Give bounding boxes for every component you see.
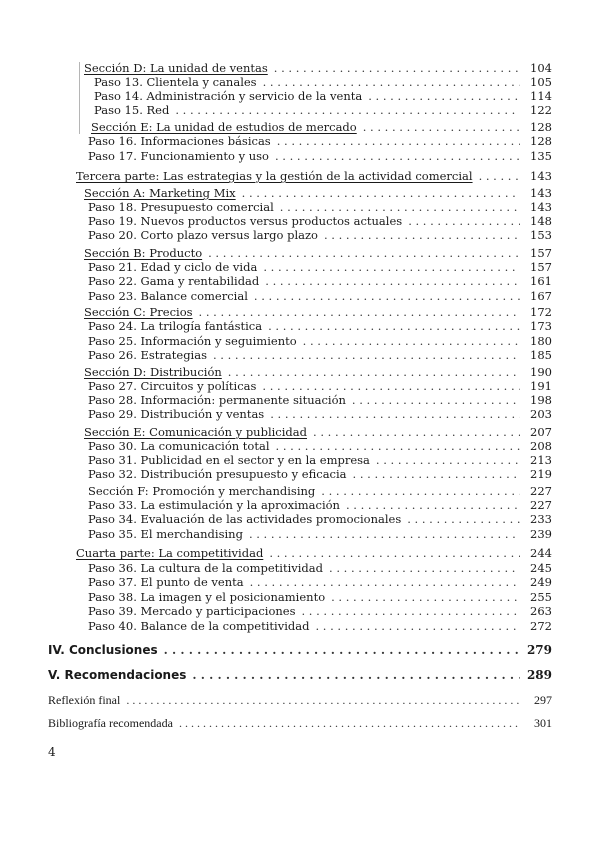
dot-leader bbox=[313, 425, 520, 439]
toc-entry bbox=[88, 379, 552, 393]
dot-leader bbox=[192, 668, 520, 682]
toc-entry bbox=[88, 393, 552, 407]
toc-entry-title: V. Recomendaciones bbox=[48, 668, 187, 682]
toc-entry-title: Sección D: La unidad de ventas bbox=[84, 61, 268, 75]
dot-leader bbox=[315, 619, 520, 633]
dot-leader bbox=[275, 149, 520, 163]
toc-entry-title: IV. Conclusiones bbox=[48, 643, 158, 657]
toc-entry bbox=[88, 228, 552, 242]
toc-entry-page: 148 bbox=[530, 214, 552, 228]
dot-leader bbox=[242, 186, 520, 200]
toc-entry bbox=[88, 149, 552, 163]
toc-entry-page: 114 bbox=[530, 89, 552, 103]
toc-entry-page: 128 bbox=[530, 134, 552, 148]
toc-entry bbox=[94, 103, 552, 117]
toc-entry bbox=[88, 561, 552, 575]
toc-entry-page: 128 bbox=[530, 120, 552, 134]
toc-entry-title: Paso 14. Administración y servicio de la venta bbox=[94, 89, 363, 103]
toc-entry bbox=[88, 604, 552, 618]
toc-entry-page: 219 bbox=[530, 467, 552, 481]
toc-entry-page: 122 bbox=[530, 103, 552, 117]
dot-leader bbox=[408, 214, 520, 228]
margin-rule bbox=[79, 62, 80, 134]
toc-entry bbox=[88, 274, 552, 288]
dot-leader bbox=[363, 120, 520, 134]
dot-leader bbox=[346, 498, 520, 512]
toc-entry bbox=[88, 289, 552, 303]
toc-entry bbox=[88, 467, 552, 481]
toc-entry-page: 203 bbox=[530, 407, 552, 421]
toc-entry bbox=[88, 453, 552, 467]
dot-leader bbox=[353, 467, 520, 481]
toc-entry bbox=[94, 75, 552, 89]
toc-entry-page: 245 bbox=[530, 561, 552, 575]
dot-leader bbox=[208, 246, 520, 260]
toc-entry-page: 244 bbox=[530, 546, 552, 560]
dot-leader bbox=[262, 379, 520, 393]
toc-entry-title: Paso 16. Informaciones básicas bbox=[88, 134, 271, 148]
dot-leader bbox=[303, 334, 520, 348]
toc-entry-title: Paso 36. La cultura de la competitividad bbox=[88, 561, 324, 575]
toc-entry bbox=[88, 439, 552, 453]
toc-entry bbox=[88, 575, 552, 589]
toc-entry-title: Paso 31. Publicidad en el sector y en la empresa bbox=[88, 453, 370, 467]
toc-entry-page: 167 bbox=[530, 289, 552, 303]
toc-entry-page: 191 bbox=[530, 379, 552, 393]
dot-leader bbox=[199, 305, 520, 319]
toc-entry bbox=[48, 716, 552, 730]
toc-entry-title: Paso 35. El merchandising bbox=[88, 527, 243, 541]
dot-leader bbox=[368, 89, 520, 103]
toc-entry bbox=[88, 407, 552, 421]
toc-entry-title: Sección A: Marketing Mix bbox=[84, 186, 236, 200]
toc-entry-title: Paso 34. Evaluación de las actividades promocionales bbox=[88, 512, 402, 526]
toc-entry-title: Paso 29. Distribución y ventas bbox=[88, 407, 265, 421]
toc-entry bbox=[88, 334, 552, 348]
toc-entry-title: Paso 21. Edad y ciclo de vida bbox=[88, 260, 258, 274]
dot-leader bbox=[250, 575, 520, 589]
toc-entry-page: 272 bbox=[530, 619, 552, 633]
toc-entry-title: Sección C: Precios bbox=[84, 305, 193, 319]
toc-entry-page: 297 bbox=[534, 693, 552, 707]
toc-entry-page: 255 bbox=[530, 590, 552, 604]
toc-entry-title: Paso 32. Distribución presupuesto y eficacia bbox=[88, 467, 347, 481]
dot-leader bbox=[479, 169, 520, 183]
toc-entry-page: 227 bbox=[530, 484, 552, 498]
dot-leader bbox=[254, 289, 520, 303]
toc-entry-page: 104 bbox=[530, 61, 552, 75]
toc-entry-page: 143 bbox=[530, 186, 552, 200]
toc-entry bbox=[88, 319, 552, 333]
toc-entry-page: 279 bbox=[526, 643, 552, 657]
dot-leader bbox=[270, 407, 520, 421]
toc-entry bbox=[88, 260, 552, 274]
toc-entry bbox=[84, 61, 552, 75]
toc-entry bbox=[88, 134, 552, 148]
toc-entry-title: Tercera parte: Las estrategias y la gestión de la actividad comercial bbox=[76, 169, 473, 183]
toc-entry-page: 213 bbox=[530, 453, 552, 467]
toc-entry bbox=[88, 590, 552, 604]
toc-entry-title: Sección E: Comunicación y publicidad bbox=[84, 425, 308, 439]
toc-entry-title: Paso 15. Red bbox=[94, 103, 170, 117]
toc-entry bbox=[84, 186, 552, 200]
toc-entry-page: 190 bbox=[530, 365, 552, 379]
toc-entry bbox=[88, 498, 552, 512]
toc-entry bbox=[84, 365, 552, 379]
toc-entry bbox=[88, 512, 552, 526]
dot-leader bbox=[126, 693, 520, 707]
toc-entry bbox=[88, 348, 552, 362]
toc-entry-title: Paso 26. Estrategias bbox=[88, 348, 207, 362]
toc-entry-page: 143 bbox=[530, 200, 552, 214]
dot-leader bbox=[276, 439, 520, 453]
toc-entry-page: 143 bbox=[530, 169, 552, 183]
toc-entry-title: Paso 30. La comunicación total bbox=[88, 439, 270, 453]
toc-entry-page: 263 bbox=[530, 604, 552, 618]
toc-entry-title: Paso 20. Corto plazo versus largo plazo bbox=[88, 228, 318, 242]
toc-entry-title: Paso 22. Gama y rentabilidad bbox=[88, 274, 260, 288]
toc-entry-title: Paso 17. Funcionamiento y uso bbox=[88, 149, 269, 163]
toc-entry bbox=[48, 668, 552, 682]
toc-entry-page: 153 bbox=[530, 228, 552, 242]
toc-entry-page: 161 bbox=[530, 274, 552, 288]
toc-entry bbox=[84, 305, 552, 319]
toc-entry-title: Paso 39. Mercado y participaciones bbox=[88, 604, 296, 618]
toc-entry bbox=[84, 246, 552, 260]
toc-entry-title: Paso 33. La estimulación y la aproximación bbox=[88, 498, 340, 512]
toc-entry-page: 207 bbox=[530, 425, 552, 439]
toc-entry-title: Reflexión final bbox=[48, 693, 121, 707]
dot-leader bbox=[274, 61, 520, 75]
toc-entry-page: 198 bbox=[530, 393, 552, 407]
toc-entry-title: Paso 19. Nuevos productos versus productos actuales bbox=[88, 214, 403, 228]
dot-leader bbox=[280, 200, 520, 214]
toc-entry bbox=[88, 200, 552, 214]
dot-leader bbox=[263, 260, 520, 274]
toc-entry-page: 157 bbox=[530, 246, 552, 260]
toc-entry-title: Paso 25. Información y seguimiento bbox=[88, 334, 297, 348]
dot-leader bbox=[228, 365, 520, 379]
toc-entry-page: 208 bbox=[530, 439, 552, 453]
toc-entry-page: 185 bbox=[530, 348, 552, 362]
page-number: 4 bbox=[48, 745, 56, 759]
toc-entry-page: 105 bbox=[530, 75, 552, 89]
toc-entry-page: 249 bbox=[530, 575, 552, 589]
toc-entry-page: 227 bbox=[530, 498, 552, 512]
toc-entry bbox=[88, 214, 552, 228]
toc-entry-page: 172 bbox=[530, 305, 552, 319]
toc-entry-title: Paso 23. Balance comercial bbox=[88, 289, 248, 303]
toc-entry-title: Sección D: Distribución bbox=[84, 365, 222, 379]
toc-entry-title: Sección E: La unidad de estudios de mercado bbox=[91, 120, 357, 134]
toc-entry-title: Paso 24. La trilogía fantástica bbox=[88, 319, 263, 333]
dot-leader bbox=[249, 527, 520, 541]
toc-entry bbox=[76, 169, 552, 183]
toc-entry-page: 135 bbox=[530, 149, 552, 163]
dot-leader bbox=[324, 228, 520, 242]
toc-entry-title: Paso 37. El punto de venta bbox=[88, 575, 244, 589]
dot-leader bbox=[329, 561, 520, 575]
toc-entry-title: Cuarta parte: La competitividad bbox=[76, 546, 264, 560]
toc-entry-page: 301 bbox=[534, 716, 552, 730]
toc-entry bbox=[76, 546, 552, 560]
dot-leader bbox=[376, 453, 520, 467]
toc-entry bbox=[88, 619, 552, 633]
toc-entry-title: Sección F: Promoción y merchandising bbox=[88, 484, 316, 498]
toc-entry-page: 233 bbox=[530, 512, 552, 526]
toc-entry-page: 239 bbox=[530, 527, 552, 541]
toc-entry bbox=[88, 484, 552, 498]
toc-entry-title: Paso 13. Clientela y canales bbox=[94, 75, 257, 89]
toc-entry bbox=[48, 693, 552, 707]
toc-entry-title: Paso 27. Circuitos y políticas bbox=[88, 379, 257, 393]
dot-leader bbox=[269, 546, 520, 560]
toc-entry-page: 173 bbox=[530, 319, 552, 333]
dot-leader bbox=[321, 484, 520, 498]
dot-leader bbox=[179, 716, 520, 730]
toc-entry-page: 289 bbox=[526, 668, 552, 682]
toc-entry bbox=[94, 89, 552, 103]
dot-leader bbox=[164, 643, 520, 657]
toc-entry-page: 157 bbox=[530, 260, 552, 274]
toc-entry-title: Bibliografía recomendada bbox=[48, 716, 173, 730]
dot-leader bbox=[352, 393, 520, 407]
toc-entry bbox=[48, 643, 552, 657]
dot-leader bbox=[263, 75, 520, 89]
toc-entry-title: Paso 38. La imagen y el posicionamiento bbox=[88, 590, 326, 604]
dot-leader bbox=[265, 274, 520, 288]
toc-entry bbox=[84, 425, 552, 439]
dot-leader bbox=[277, 134, 520, 148]
toc-entry-title: Sección B: Producto bbox=[84, 246, 203, 260]
dot-leader bbox=[407, 512, 520, 526]
toc-entry bbox=[88, 527, 552, 541]
toc-entry-page: 180 bbox=[530, 334, 552, 348]
dot-leader bbox=[175, 103, 520, 117]
dot-leader bbox=[331, 590, 520, 604]
dot-leader bbox=[301, 604, 520, 618]
toc-entry bbox=[91, 120, 552, 134]
toc-entry-title: Paso 40. Balance de la competitividad bbox=[88, 619, 310, 633]
toc-entry-title: Paso 18. Presupuesto comercial bbox=[88, 200, 274, 214]
dot-leader bbox=[268, 319, 520, 333]
toc-entry-title: Paso 28. Información: permanente situación bbox=[88, 393, 346, 407]
dot-leader bbox=[213, 348, 520, 362]
